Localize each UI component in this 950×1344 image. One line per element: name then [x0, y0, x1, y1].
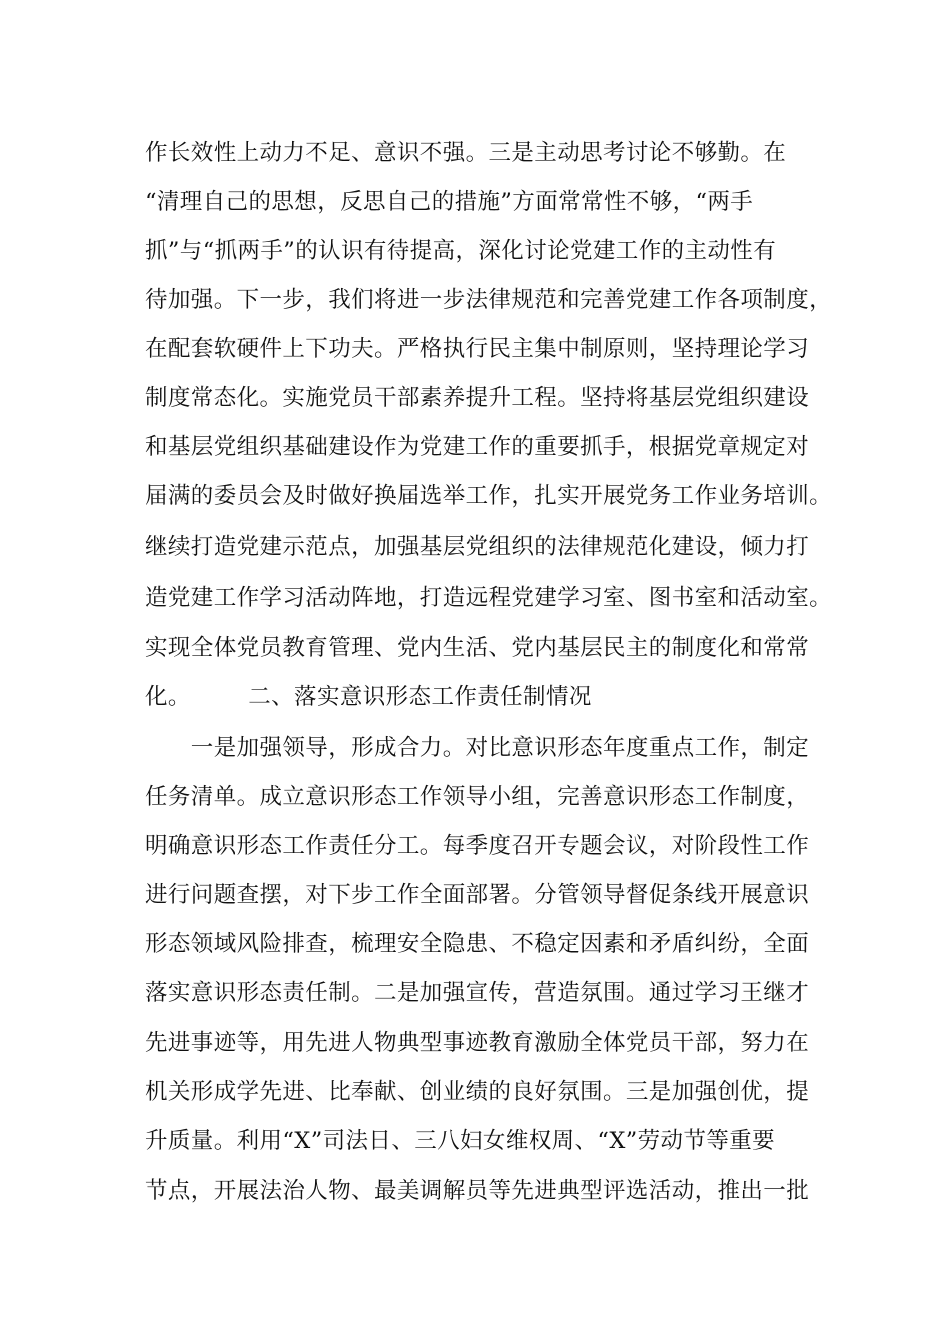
- text-line: 和基层党组织基础建设作为党建工作的重要抓手，根据党章规定对: [145, 434, 810, 460]
- text-line: 届满的委员会及时做好换届选举工作，扎实开展党务工作业务培训。: [145, 483, 833, 509]
- text-line: 机关形成学先进、比奉献、创业绩的良好氛围。三是加强创优，提: [145, 1079, 810, 1105]
- text-line: 在配套软硬件上下功夫。严格执行民主集中制原则，坚持理论学习: [145, 336, 810, 362]
- text-line: 任务清单。成立意识形态工作领导小组，完善意识形态工作制度，: [145, 784, 810, 810]
- text-line: 待加强。下一步，我们将进一步法律规范和完善党建工作各项制度，: [145, 287, 833, 313]
- section-heading-line: 化。 二、落实意识形态工作责任制情况: [145, 684, 592, 710]
- text-line: 节点，开展法治人物、最美调解员等先进典型评选活动，推出一批: [145, 1178, 810, 1204]
- text-line: 制度常态化。实施党员干部素养提升工程。坚持将基层党组织建设: [145, 385, 810, 411]
- text-line: 明确意识形态工作责任分工。每季度召开专题会议，对阶段性工作: [145, 833, 810, 859]
- text-line: 先进事迹等，用先进人物典型事迹教育激励全体党员干部，努力在: [145, 1030, 810, 1056]
- text-line: 造党建工作学习活动阵地，打造远程党建学习室、图书室和活动室。: [145, 585, 833, 611]
- text-line: 进行问题查摆，对下步工作全面部署。分管领导督促条线开展意识: [145, 882, 810, 908]
- text-line: 形态领域风险排查，梳理安全隐患、不稳定因素和矛盾纠纷，全面: [145, 931, 810, 957]
- text-line: 继续打造党建示范点，加强基层党组织的法律规范化建设，倾力打: [145, 534, 810, 560]
- text-line: “清理自己的思想，反思自己的措施”方面常常性不够，“两手: [145, 189, 754, 215]
- text-line: 实现全体党员教育管理、党内生活、党内基层民主的制度化和常常: [145, 635, 810, 661]
- text-line: 一是加强领导，形成合力。对比意识形态年度重点工作，制定: [145, 735, 810, 761]
- text-line: 升质量。利用“X”司法日、三八妇女维权周、“X”劳动节等重要: [145, 1128, 776, 1154]
- text-line: 落实意识形态责任制。二是加强宣传，营造氛围。通过学习王继才: [145, 980, 810, 1006]
- text-line: 作长效性上动力不足、意识不强。三是主动思考讨论不够勤。在: [145, 140, 787, 166]
- text-line: 抓”与“抓两手”的认识有待提高，深化讨论党建工作的主动性有: [145, 238, 777, 264]
